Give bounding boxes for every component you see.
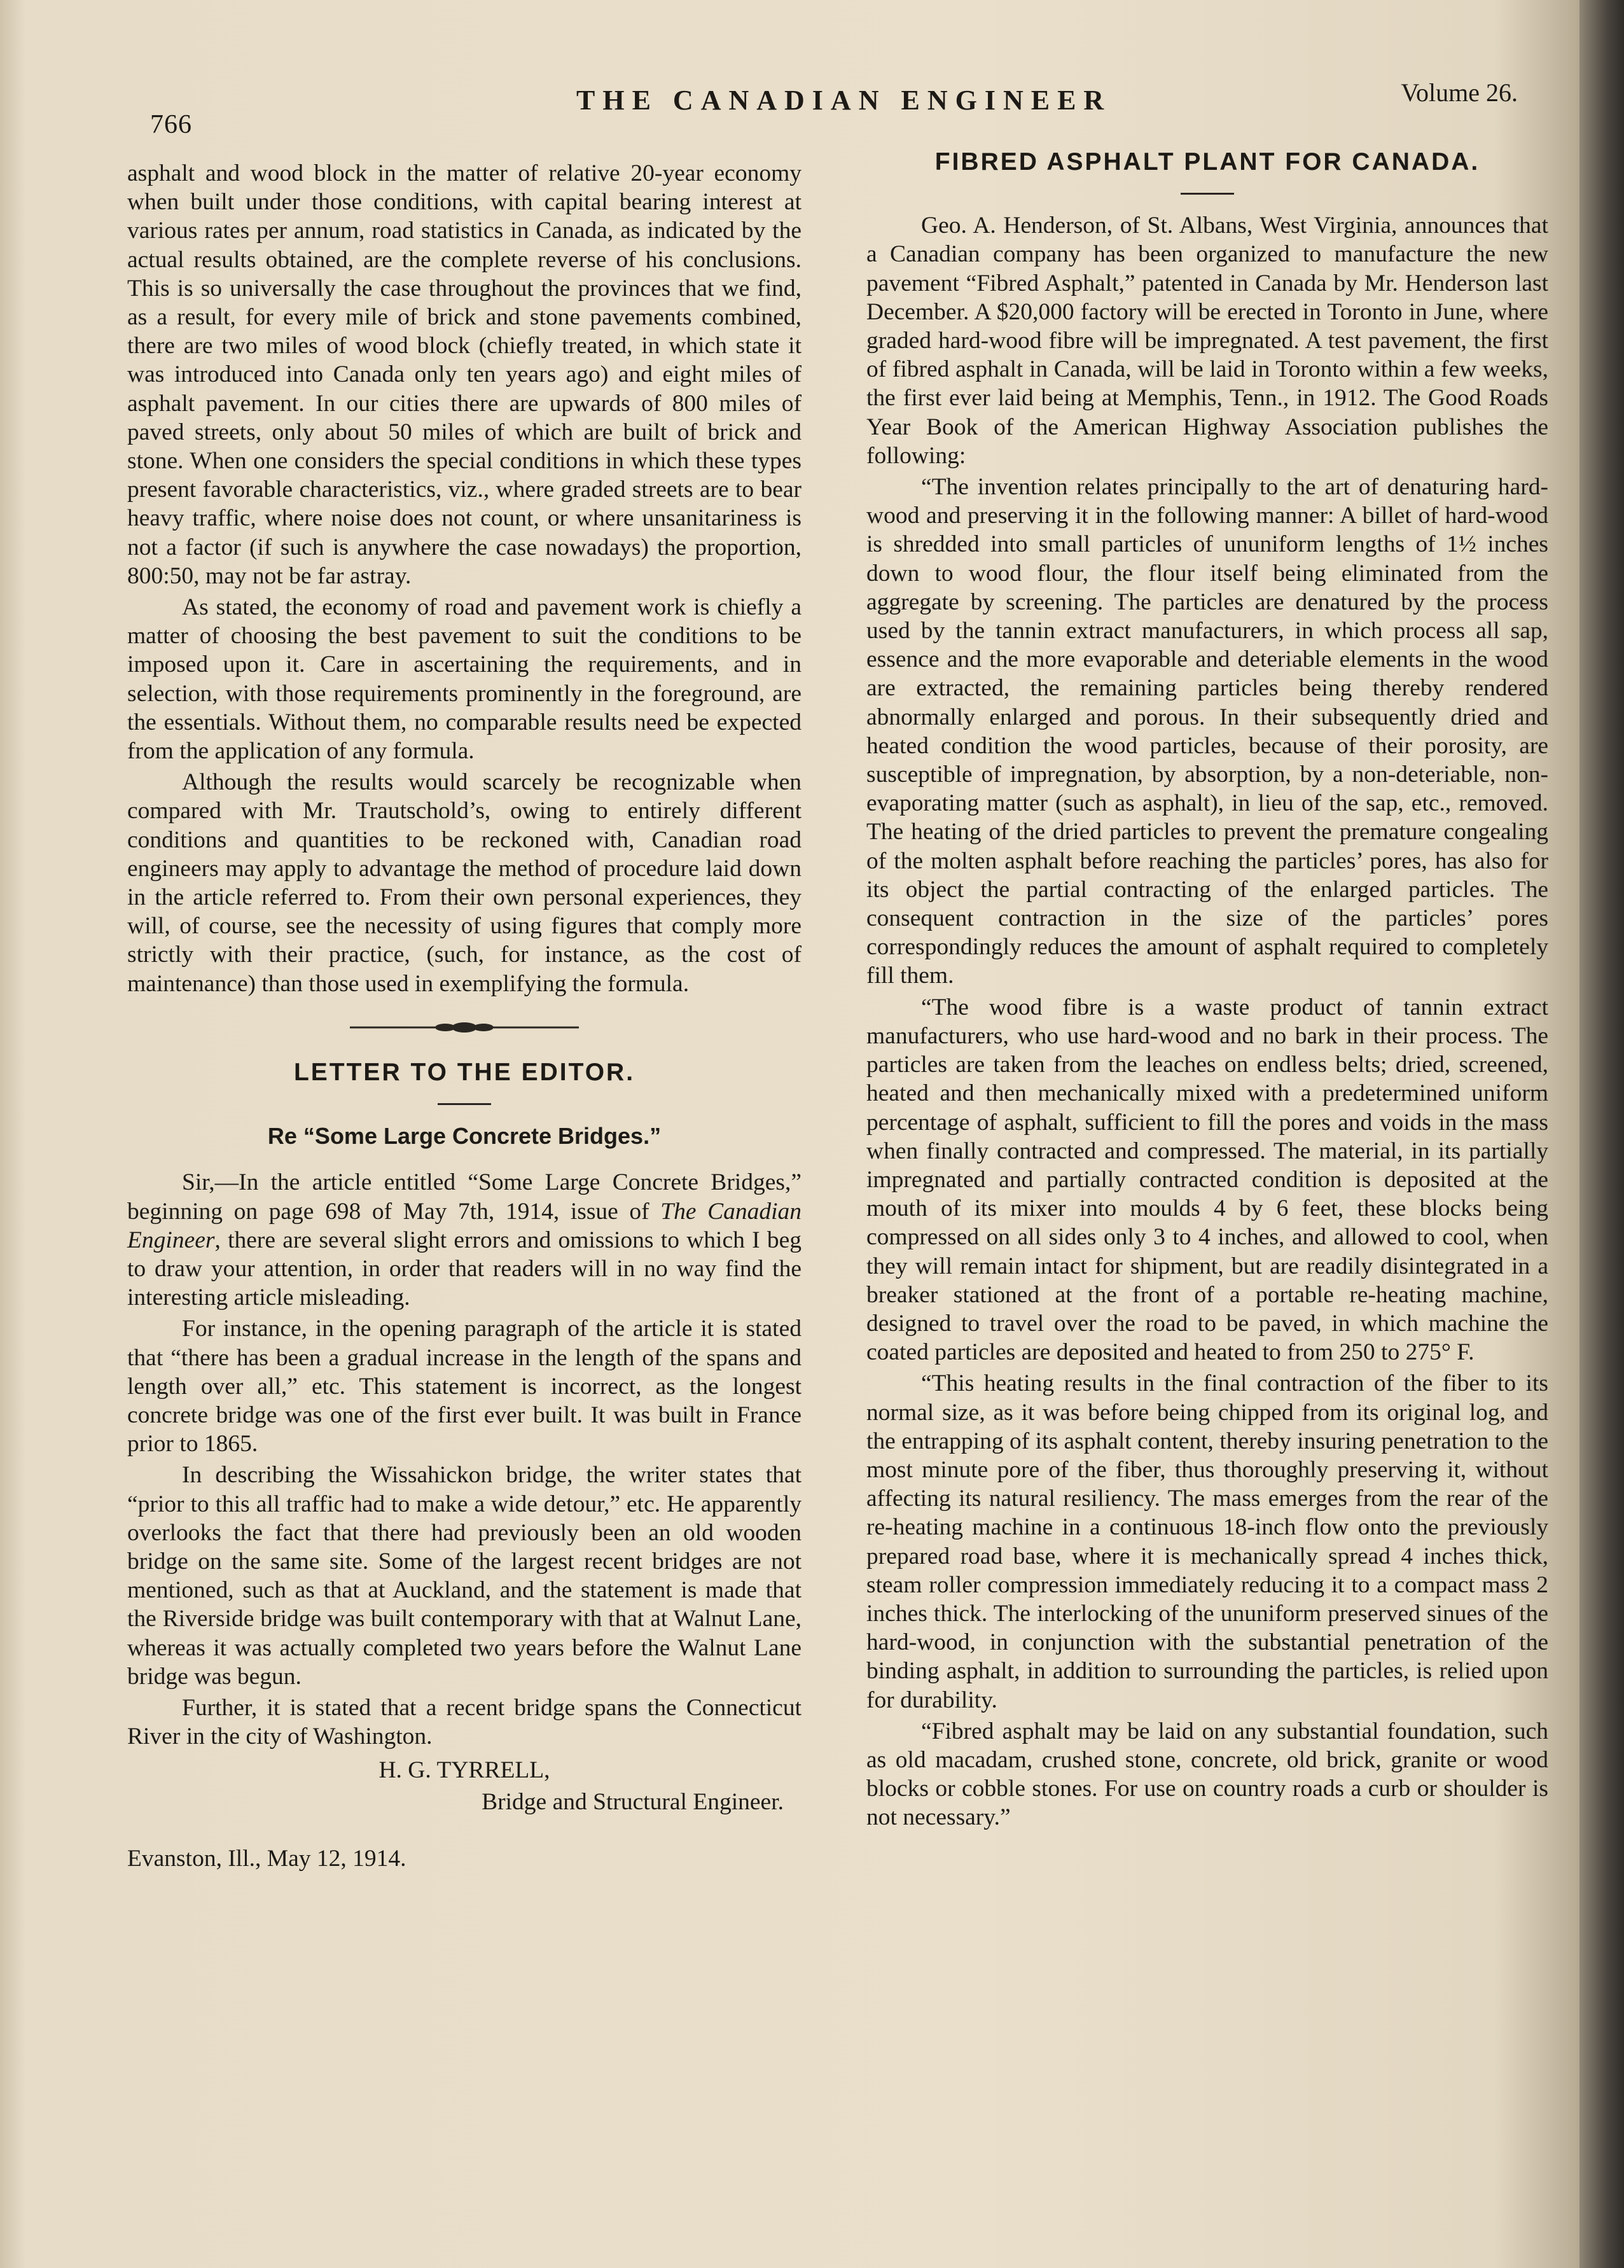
article-continuation-paragraph: As stated, the economy of road and pavement work is chiefly a matter of choosing the best pavement to suit the conditions to be imposed upon it. Care in ascertaining the requirements, and in selection, with those requirements prominently in the foreground, are the essentials. Without them, no comparable results need be expected from the application of any formula. <box>127 594 802 765</box>
heading-rule <box>438 1103 491 1105</box>
letter-heading: LETTER TO THE EDITOR. <box>293 1058 635 1086</box>
section-divider-ornament <box>350 1020 579 1035</box>
journal-name-italic: The Canadian Engineer <box>127 1198 802 1253</box>
letter-paragraph-text: Sir,—In the article entitled “Some Large Concrete Bridges,” beginning on page 698 of May 7th, 1914, issue of <box>127 1169 802 1225</box>
signature-name: H. G. TYRRELL, <box>378 1757 550 1784</box>
letter-paragraph: For instance, in the opening paragraph of the article it is stated that “there has been a gradual increase in the length of the spans and length over all,” etc. This statement is incorrect, as the longest concrete bridge was one of the first ever built. It was built in France prior to 1865. <box>127 1316 802 1458</box>
article-continuation-paragraph: Although the results would scarcely be recognizable when compared with Mr. Trautschold’s, owing to entirely different conditions and quantities to be reckoned with, Canadian road engineers may apply to advantage the method of procedure laid down in the article referred to. From their own personal experiences, they will, of course, see the necessity of using figures that comply more strictly with their practice, (such, for instance, as the cost of maintenance) than those used in exemplifying the formula. <box>127 769 802 997</box>
left-column <box>127 159 802 1873</box>
article-paragraph: Geo. A. Henderson, of St. Albans, West Virginia, announces that a Canadian company has been organized to manufacture the new pavement “Fibred Asphalt,” patented in Canada by Mr. Henderson last December. A $20,000 factory will be erected in Toronto in June, where graded hard-wood fibre will be impregnated. A test pavement, the first of fibred asphalt in Canada, will be laid in Toronto within a few weeks, the first ever laid being at Memphis, Tenn., in 1912. The Good Roads Year Book of the American Highway Association publishes the following: <box>866 212 1548 469</box>
heading-rule <box>1181 193 1234 195</box>
letter-subheading: Re “Some Large Concrete Bridges.” <box>267 1123 662 1150</box>
volume-label: Volume 26. <box>1401 78 1518 107</box>
article-paragraph: “This heating results in the final contraction of the fiber to its normal size, as it was before being chipped from its original log, and the entrapping of its asphalt content, thereby insuring penetration to the most minute pore of the fiber, thus thoroughly preserving it, without affecting its natural resiliency. The mass emerges from the rear of the re-heating machine in a continuous 18-inch flow onto the previously prepared road base, where it is mechanically spread 4 inches thick, steam roller compression immediately reducing it to a compact mass 2 inches thick. The interlocking of the ununiform preserved sinues of the hard-wood, in conjunction with the substantial penetration of the binding asphalt, in addition to surrounding the particles, is relied upon for durability. <box>866 1370 1548 1713</box>
letter-paragraph: In describing the Wissahickon bridge, the writer states that “prior to this all traffic had to make a wide detour,” etc. He apparently overlooks the fact that there had previously been an old wooden bridge on the same site. Some of the largest recent bridges are not mentioned, such as that at Auckland, and the statement is made that the Riverside bridge was built contemporary with that at Walnut Lane, whereas it was actually completed two years before the Walnut Lane bridge was begun. <box>127 1462 802 1690</box>
article-paragraph: “Fibred asphalt may be laid on any substantial foundation, such as old macadam, crushed stone, concrete, old brick, granite or wood blocks or cobble stones. For use on country roads a curb or shoulder is not necessary.” <box>866 1718 1548 1831</box>
journal-title: THE CANADIAN ENGINEER <box>576 85 1112 116</box>
article-paragraph: “The invention relates principally to the art of denaturing hard-wood and preserving it in the following manner: A billet of hard-wood is shredded into small particles of ununiform lengths of 1½ inches down to wood flour, the flour itself being eliminated from the aggregate by screening. The particles are denatured by the process used by the tannin extract manufacturers, in which process all sap, essence and the more evaporable and deteriable elements in the wood are extracted, the remaining particles being thereby rendered abnormally enlarged and porous. In their subsequently dried and heated condition the wood particles, because of their porosity, are susceptible of impregnation, by absorption, by a non-deteriable, non-evaporating matter (such as asphalt), in lieu of the sap, etc., removed. The heating of the dried particles to prevent the premature congealing of the molten asphalt before reaching the particles’ pores, has also for its object the partial contracting of the enlarged particles. The consequent contraction in the size of the particles’ pores correspondingly reduces the amount of asphalt required to completely fill them. <box>866 474 1548 989</box>
book-spine-shadow <box>1579 0 1624 2268</box>
letter-paragraph <box>127 1168 802 1312</box>
letter-dateline: Evanston, Ill., May 12, 1914. <box>127 1845 406 1872</box>
article-continuation-paragraph: asphalt and wood block in the matter of relative 20-year economy when built under those conditions, with capital bearing interest at various rates per annum, road statistics in Canada, as indicated by the actual results obtained, are the complete reverse of his conclusions. This is so universally the case throughout the provinces that we find, as a result, for every mile of brick and stone pavements combined, there are two miles of wood block (chiefly treated, in which state it was introduced into Canada only ten years ago) and eight miles of asphalt pavement. In our cities there are upwards of 800 miles of paved streets, only about 50 miles of which are built of brick and stone. When one considers the special conditions in which these types present favorable characteristics, viz., where graded streets are to bear heavy traffic, where noise does not count, or where unsanitariness is not a factor (if such is anywhere the case nowadays) the proportion, 800:50, may not be far astray. <box>127 160 802 589</box>
page-number: 766 <box>150 110 192 139</box>
signature-title: Bridge and Structural Engineer. <box>482 1788 784 1815</box>
letter-paragraph: Further, it is stated that a recent bridge spans the Connecticut River in the city of Washington. <box>127 1694 802 1750</box>
article-paragraph: “The wood fibre is a waste product of tannin extract manufacturers, who use hard-wood and no bark in their process. The particles are taken from the leaches on endless belts; dried, screened, heated and then mechanically mixed with a predetermined uniform percentage of asphalt, sufficient to fill the pores and voids in the mass when finally contracted and compressed. The material, in its partially impregnated and partially contracted condition is deposited at the mouth of its mixer into moulds 4 by 6 feet, these blocks being compressed on all sides only 3 to 4 inches, and allowed to cool, when they will remain intact for shipment, but are readily disintegrated in a breaker stationed at the front of a portable re-heating machine, designed to travel over the road to be paved, in which machine the coated particles are deposited and heated to from 250 to 275° F. <box>866 994 1548 1366</box>
right-column <box>866 148 1548 1832</box>
page-header <box>150 75 1518 139</box>
letter-paragraph-text: , there are several slight errors and omissions to which I beg to draw your attention, in order that readers will in no way find the interesting article misleading. <box>127 1227 802 1311</box>
article-heading: FIBRED ASPHALT PLANT FOR CANADA. <box>934 148 1480 176</box>
